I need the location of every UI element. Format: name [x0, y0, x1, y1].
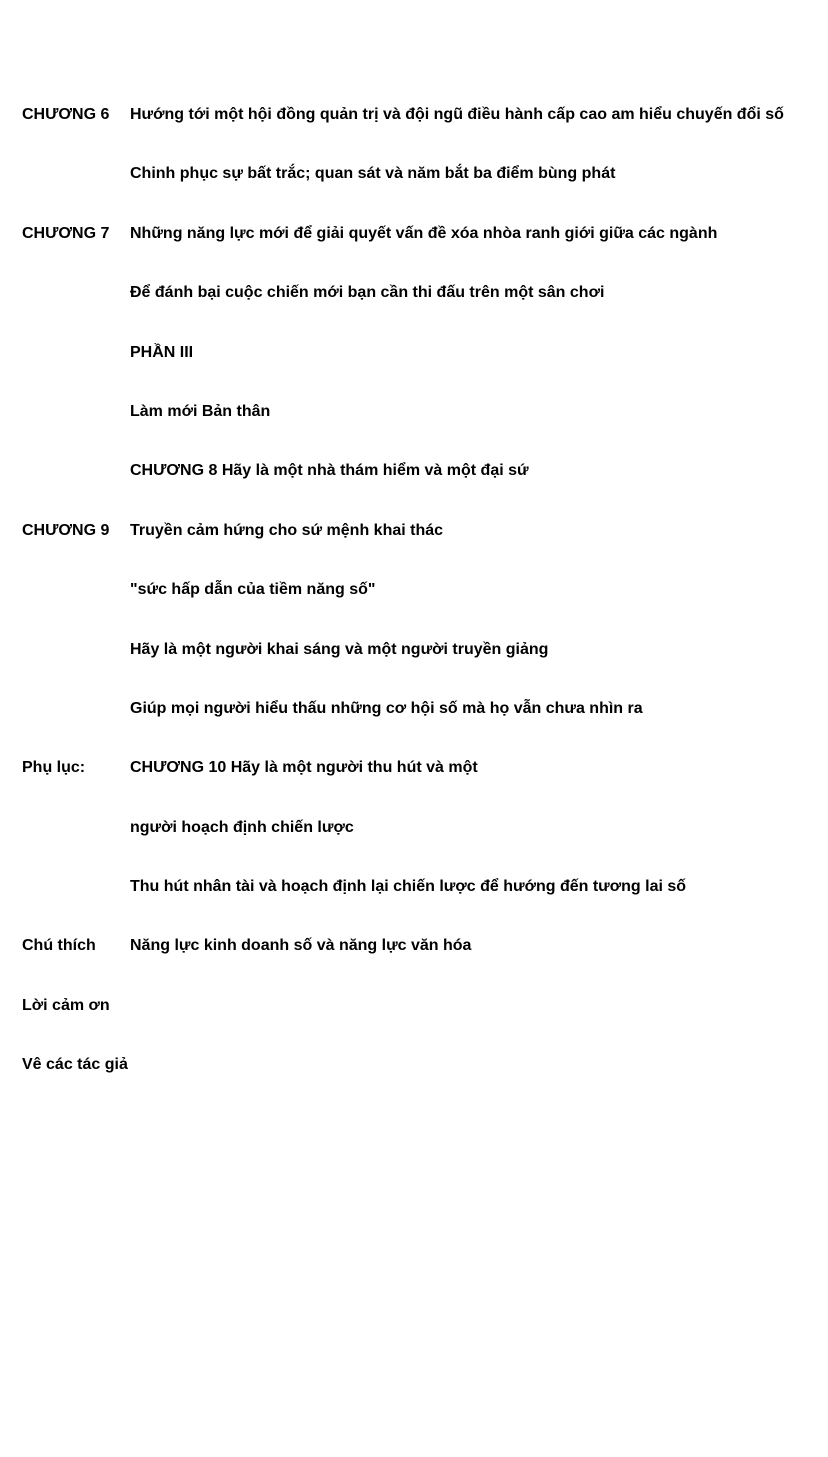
toc-row [0, 876, 828, 935]
toc-row [0, 401, 828, 460]
toc-row-text: Năng lực kinh doanh số và năng lực văn hóa [130, 937, 472, 955]
toc-row [0, 163, 828, 222]
toc-row-text: "sức hấp dẫn của tiềm năng số" [130, 581, 376, 599]
toc-row-text: Hãy là một người khai sáng và một người truyền giảng [130, 640, 549, 658]
toc-row-text: Hướng tới một hội đồng quản trị và đội ngũ điều hành cấp cao am hiểu chuyến đổi số [130, 106, 784, 123]
toc-row-text: Những năng lực mới để giải quyết vấn đề xóa nhòa ranh giới giữa các ngành [130, 224, 718, 242]
toc-row-text: Làm mới Bản thân [130, 402, 271, 420]
toc-row-label: Vê các tác giả [22, 1056, 128, 1074]
toc-row [0, 817, 828, 876]
toc-row-text: Để đánh bại cuộc chiến mới bạn cần thi đấu trên một sân chơi [130, 284, 605, 302]
toc-row-label: Chú thích [22, 937, 96, 955]
toc-row-text: PHẦN III [130, 343, 194, 361]
toc-row [0, 460, 828, 519]
toc-row-text: Truyền cảm hứng cho sứ mệnh khai thác [130, 521, 444, 539]
toc-row-label: CHƯƠNG 6 [22, 106, 110, 123]
toc-row [0, 342, 828, 401]
toc-row [0, 579, 828, 638]
toc-row [0, 1054, 828, 1113]
toc-row-text: Thu hút nhân tài và hoạch định lại chiến lược để hướng đến tương lai số [130, 878, 687, 896]
toc-row-label: CHƯƠNG 7 [22, 224, 110, 242]
toc-row [0, 282, 828, 341]
toc-row-label: CHƯƠNG 9 [22, 521, 110, 539]
toc-row-label: Lời cảm ơn [22, 996, 110, 1014]
toc-row-text: người hoạch định chiến lược [130, 818, 354, 836]
toc-row-text: Giúp mọi người hiểu thấu những cơ hội số mà họ vẫn chưa nhìn ra [130, 699, 643, 717]
toc-row [0, 757, 828, 816]
toc-row [0, 698, 828, 757]
toc-row [0, 935, 828, 994]
toc-row-text: CHƯƠNG 10 Hãy là một người thu hút và một [130, 759, 478, 777]
toc-row [0, 520, 828, 579]
table-of-contents [0, 104, 828, 1114]
toc-row [0, 104, 828, 163]
toc-row-text: CHƯƠNG 8 Hãy là một nhà thám hiểm và một đại sứ [130, 462, 529, 480]
toc-row-label: Phụ lục: [22, 759, 86, 777]
toc-row-text: Chinh phục sự bất trắc; quan sát và năm bắt ba điểm bùng phát [130, 165, 616, 183]
toc-row [0, 995, 828, 1054]
toc-row [0, 223, 828, 282]
toc-row [0, 639, 828, 698]
